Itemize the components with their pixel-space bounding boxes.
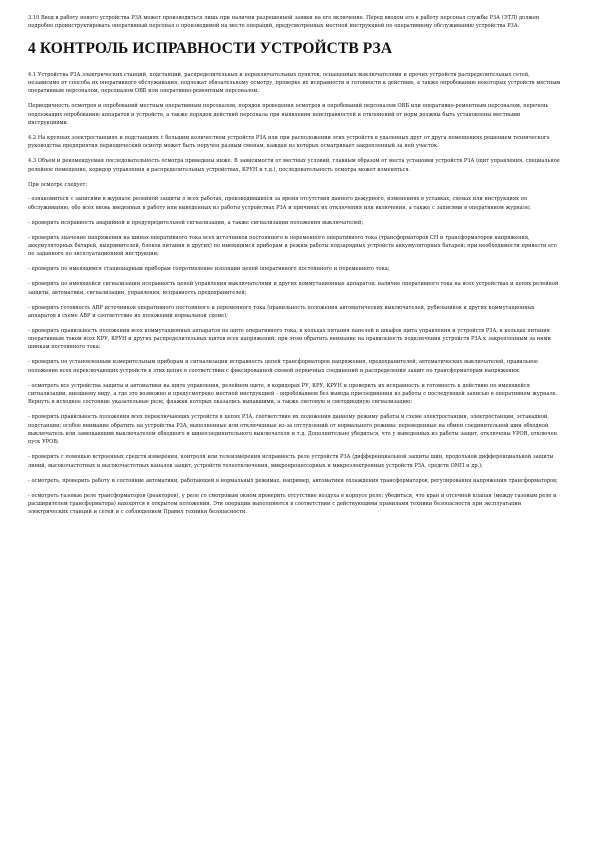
list-item: - проверить правильность положения всех переключающих устройств в цепях РЗА, соответствие их положения данному режиму работы и схеме электростанции, электростанции, эстакадной, подстанции; особое внимание обратить на устройства РЗА, выполненные или отключенные из-за отступлений от нормального режима: переведенные на обмен соединительной шин обходной выключатель или замещающим выключателем обходного и шиносоединительного выключателя и т.д. Дополнительно убедиться, что у выведенных из работы защит, отключены УРОВ, отключен пуск УРОВ; <box>28 414 558 446</box>
intro-paragraph: 3.10 Ввод в работу нового устройства РЗА может производиться лишь при наличии разрешенной заявки на его включение. Перед вводом его в работу персонал службы РЗА (ЭТЛ) должен подробно проинструктировать оперативный персонал о производимой на месте операций, предусмотренных местной инструкцией по оперативному обслуживанию устройства РЗА. <box>28 15 540 30</box>
inspection-list <box>28 195 561 516</box>
paragraph-4-3: 4.3 Объем и рекомендуемая последовательность осмотра приведены ниже. В зависимости от местных условий, главным образом от места установки устройств РЗА (щит управления, специальное релейное помещение, коридор управления в распределительных устройствах, КРУН и т.д.), последовательность осмотра может изменяться. <box>28 158 560 173</box>
section-heading: 4 КОНТРОЛЬ ИСПРАВНОСТИ УСТРОЙСТВ РЗА <box>28 39 393 57</box>
list-item: - проверить по установленным измерительным приборам и сигнализации исправность цепей трансформаторов напряжения, предохранителей, автоматических выключателей, правильное положение всех переключающих устройств в этих цепях в соответствии с фиксированной схемой первичных соединений и распределения защит по трансформаторам напряжения; <box>28 359 538 374</box>
list-item: - проверить по имеющейся сигнализации исправность цепей управления выключателями и других коммутационных аппаратов; наличие оперативного тока на всех устройствах и цепях релейной защиты, автоматики, сигнализации, управления; исправность предохранителей; <box>28 281 559 296</box>
list-item: - проверить исправность аварийной и предупредительной сигнализации, а также сигнализации положения выключателей; <box>28 219 364 226</box>
list-item: - проверить готовность АВР источников оперативного постоянного и переменного тока (правильность положения автоматических выключателей, рубильников и других коммутационных аппаратов в схеме АВР и соответствие их положений нормальной схеме); <box>28 304 535 319</box>
list-item: - проверить значение напряжения на шинах оперативного тока всех источников постоянного и переменного оперативного тока (трансформаторов СН и трансформаторов напряжения, аккумуляторных батарей, выпрямителей, блоков питания и других) по имеющимся приборам и режим работы подзарядных устройств аккумуляторных батарей; при необходимости привести его по заданного по эксплуатационной инструкции; <box>28 234 557 258</box>
paragraph-4-2: 4.2 На крупных электростанциях и подстанциях с большим количеством устройств РЗА или при расположении этих устройств в удаленных друг от друга помещениях решением технического руководства предприятия периодический осмотр может быть поручен разным сменам, каждая из которых осматривает закрепленный за ней участок. <box>28 134 550 150</box>
list-item: - проверить с помощью встроенных средств измерения, контроля или телеизмерения исправность реле устройств РЗА (дифференциальной защиты шин, продольной дифференциальной защиты линий, высокочастотных и высокочастотных каналов защит, устройств телеотключения, микропроцессорных и микроэлектронных устройств РЗА, средств ОМП и др.); <box>28 454 554 469</box>
paragraph-periodicity: Периодичность осмотров и опробований местным оперативным персоналом, порядок проведения осмотров и опробований персоналом ОВБ или оперативно-ремонтным персоналом, перечень подлежащих опробованию аппаратов и устройств, а также порядок действий персонала при выявлении неисправностей и отклонений от норм должны быть установлены местными инструкциями. <box>28 103 549 126</box>
list-item: - проверить правильность положения всех коммутационных аппаратов на щите оперативного тока, в кольцах питания панелей и шкафов щита управления и устройств РЗА, в кольцах питания оперативным током всех КРУ, КРУН и других распределительных щитов всех напряжений; при этом обратить внимание на правильность подключения устройств РЗА к закрепленным за ними шинкам постоянного тока; <box>28 327 551 351</box>
list-item: - осмотреть все устройства защиты и автоматики на щите управления, релейном щите, в коридорах РУ, КРУ, КРУН и проверить их исправность и готовность к действию по имеющейся сигнализации, внешнему виду, а где это возможно и предусмотрено местной инструкцией - опробованием без вывода присоединения из работы с последующей записью в оперативном журнале. Вернуть в исходное состояние указательные реле, флажки которых оказались выпавшими, а также световую и светодиодную сигнализацию; <box>28 382 558 406</box>
list-item: - ознакомиться с записями в журнале релейной защиты о всех работах, производившихся за время отсутствия данного дежурного, изменениях в уставках, схемах или инструкциях по обслуживанию, обо всех вновь введенных в работу или выведенных из работы устройствах РЗА и причинах их отключения или включения, а также с записями в оперативном журнале; <box>28 196 531 211</box>
list-item: - осмотреть газовые реле трансформаторов (реакторов), у реле со смотровым окном проверить отсутствие воздуха в корпусе реле; убедиться, что кран и отсечной клапан (между газовым реле и расширителем трансформатора) находятся в открытом положении. Эти операции выполняются в соответствии с действующими правилами техники безопасности при эксплуатации электрических станций и сетей и с соблюдением Правил техники безопасности. <box>28 492 557 516</box>
paragraph-4-1: 4.1 Устройства РЗА электрических станций, подстанций, распределительных и переключательных пунктов, оснащенных выключателями и прочих устройств распределительных сетей, независимо от способа их оперативного обслуживания, подлежат обязательному осмотру, проверке их исправности и готовности к действию, а также опробованию некоторых устройств местным оперативным персоналом, персоналом ОВБ или оперативно-ремонтным персоналом. <box>28 71 561 95</box>
list-item: - проверить по имеющимся стационарным приборам сопротивление изоляции цепей оперативного постоянного и переменного тока; <box>28 266 390 273</box>
list-item: - осмотреть, проверить работу и состояние автоматики, работающей в нормальных режимах, например, автоматики охлаждения трансформаторов, регулирования напряжения трансформаторов; <box>28 477 558 484</box>
inspection-intro: При осмотре следует: <box>28 181 88 188</box>
